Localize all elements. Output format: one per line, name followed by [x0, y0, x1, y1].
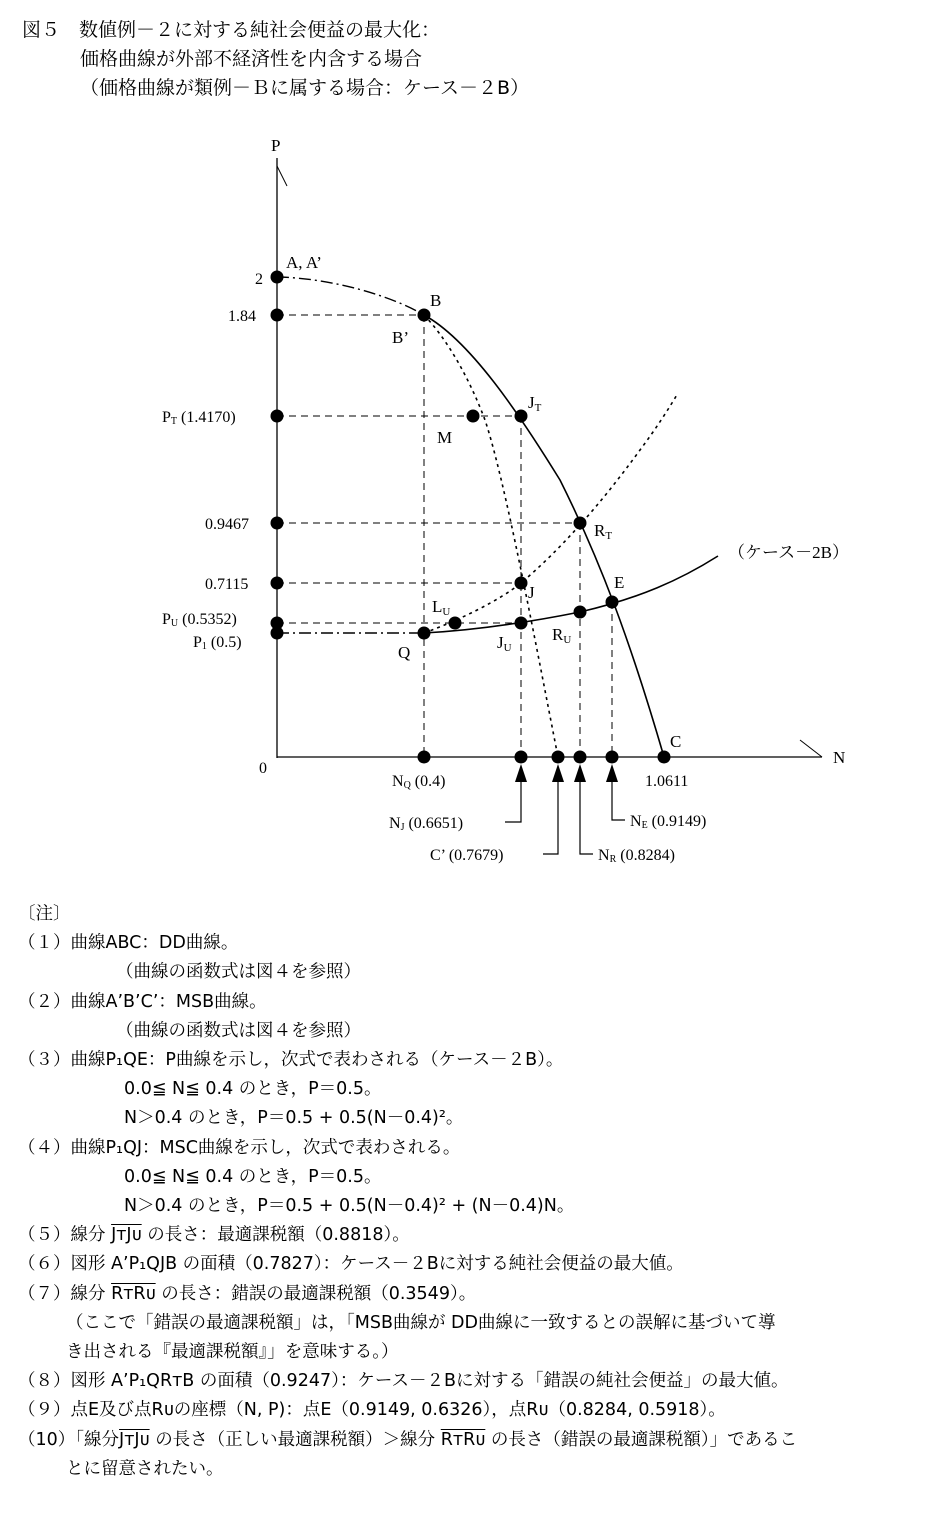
label-case-2b: （ケース－2B）	[728, 543, 849, 562]
note-4-formula-a: 0.0≦ N≦ 0.4 のとき，P＝0.5。	[124, 1166, 382, 1187]
y-label-184: 1.84	[228, 308, 256, 325]
note-1-sub: （曲線の函数式は図４を参照）	[116, 962, 361, 983]
title-line-2: 価格曲線が外部不経済性を内含する場合	[80, 48, 423, 70]
p-axis-label: P	[271, 136, 281, 155]
point-b	[418, 309, 431, 322]
label-e: E	[614, 573, 625, 592]
point-e	[606, 596, 619, 609]
title-line-1: 図５ 数値例－２に対する純社会便益の最大化：	[22, 19, 441, 41]
n-axis-label: N	[833, 748, 846, 767]
note-7-explain-1: （ここで「錯誤の最適課税額」は，「MSB曲線が DD曲線に一致するとの誤解に基づいて導	[66, 1312, 776, 1333]
note-3-formula-a: 0.0≦ N≦ 0.4 のとき，P＝0.5。	[124, 1079, 382, 1100]
x-label-c2: C’ (0.7679)	[430, 847, 504, 864]
point-x-nq	[418, 751, 431, 764]
label-lu: LU	[432, 597, 451, 618]
y-tick-labels	[162, 271, 263, 652]
point-m	[467, 410, 480, 423]
label-j: J	[528, 583, 535, 602]
note-4-formula-b: N＞0.4 のとき，P＝0.5 + 0.5(N－0.4)² + (N－0.4)N。	[124, 1196, 575, 1217]
point-c	[658, 751, 671, 764]
segment-rt-ru: RᴛRᴜ	[111, 1283, 156, 1304]
x-label-nr: NR (0.8284)	[598, 847, 675, 865]
point-jt	[515, 410, 528, 423]
arrowhead-nj	[515, 764, 527, 782]
x-label-10611: 1.0611	[645, 773, 689, 790]
point-a	[271, 271, 284, 284]
point-y-pt	[271, 410, 284, 423]
curves	[277, 277, 718, 757]
point-q	[418, 627, 431, 640]
point-y-9467	[271, 517, 284, 530]
curve-msb-lower	[424, 315, 558, 757]
point-lu	[449, 617, 462, 630]
note-2-sub: （曲線の函数式は図４を参照）	[116, 1020, 361, 1041]
point-ru	[574, 606, 587, 619]
origin-label: 0	[259, 760, 267, 777]
x-label-nq: NQ (0.4)	[392, 773, 446, 791]
label-jt: JT	[528, 393, 542, 414]
y-label-pt: PT (1.4170)	[162, 409, 236, 427]
label-b-prime: B’	[392, 328, 409, 347]
label-m: M	[437, 428, 453, 447]
label-rt: RT	[594, 521, 613, 542]
point-y-p1	[271, 627, 284, 640]
label-b: B	[430, 291, 442, 310]
point-x-ne	[606, 751, 619, 764]
label-ju: JU	[497, 633, 512, 654]
curve-msb-upper	[277, 277, 424, 315]
points	[271, 271, 671, 764]
note-4: （４）曲線P₁QJ：MSC曲線を示し，次式で表わされる。	[18, 1137, 461, 1158]
label-ru: RU	[552, 625, 572, 646]
x-tick-labels	[389, 773, 706, 865]
note-5: （５）線分 JᴛJᴜ の長さ：最適課税額（0.8818）。	[18, 1225, 410, 1246]
point-y-184	[271, 309, 284, 322]
note-2: （２）曲線A’B’C’：MSB曲線。	[18, 991, 267, 1012]
notes-header: 〔注〕	[18, 904, 71, 924]
label-a: A, A’	[286, 253, 322, 272]
y-label-pu: PU (0.5352)	[162, 611, 237, 629]
segment-rt-ru-2: RᴛRᴜ	[440, 1429, 486, 1450]
arrowhead-c2	[552, 764, 564, 782]
point-j	[515, 577, 528, 590]
note-3: （３）曲線P₁QE：P曲線を示し，次式で表わされる（ケース－２B）。	[18, 1050, 564, 1071]
point-ju	[515, 617, 528, 630]
point-x-c2	[552, 751, 565, 764]
point-labels	[286, 253, 849, 751]
x-label-ne: NE (0.9149)	[630, 813, 707, 831]
notes	[18, 900, 928, 1484]
x-label-nj: NJ (0.6651)	[389, 815, 464, 833]
y-label-2: 2	[255, 271, 263, 288]
n-axis-tick	[800, 740, 822, 757]
curve-price	[424, 556, 718, 633]
segment-jt-ju: JᴛJᴜ	[111, 1225, 142, 1246]
note-3-formula-b: N＞0.4 のとき，P＝0.5 + 0.5(N－0.4)²。	[124, 1108, 464, 1129]
y-label-p1: P1 (0.5)	[193, 634, 242, 652]
curve-dd	[424, 315, 664, 757]
curve-msc	[424, 393, 678, 633]
note-10-cont: とに留意されたい。	[66, 1458, 224, 1479]
label-c: C	[670, 732, 682, 751]
note-6: （６）図形 A’P₁QJB の面積（0.7827）：ケース－２Bに対する純社会便益の最大値。	[18, 1254, 684, 1275]
segment-jt-ju-2: JᴛJᴜ	[119, 1429, 150, 1450]
arrowhead-ne	[606, 764, 618, 782]
point-rt	[574, 517, 587, 530]
callout-arrowheads	[515, 764, 618, 782]
note-7: （７）線分 RᴛRᴜ の長さ：錯誤の最適課税額（0.3549）。	[18, 1283, 477, 1304]
y-label-9467: 0.9467	[205, 516, 249, 533]
note-9: （９）点E及び点Rᴜの座標（N, P)：点E（0.9149, 0.6326），点Rᴜ（0.8284, 0.5918）。	[18, 1400, 726, 1421]
note-1: （１）曲線ABC：DD曲線。	[18, 933, 239, 954]
title-line-3: （価格曲線が類例－Ｂに属する場合：ケース－２B）	[80, 77, 530, 99]
y-label-7115: 0.7115	[205, 576, 249, 593]
note-10: （10）「線分JᴛJᴜ の長さ（正しい最適課税額）＞線分 RᴛRᴜ の長さ（錯誤の最適課税額）」であるこ	[18, 1429, 798, 1450]
p-axis-tick	[277, 166, 287, 186]
note-7-explain-2: き出される『最適課税額』」を意味する。）	[66, 1342, 399, 1363]
axes	[259, 136, 845, 777]
point-y-7115	[271, 577, 284, 590]
note-8: （８）図形 A’P₁QRᴛB の面積（0.9247）：ケース－２Bに対する「錯誤の純社会便益」の最大値。	[18, 1371, 789, 1392]
guide-lines	[277, 315, 612, 757]
point-x-nr	[574, 751, 587, 764]
label-q: Q	[398, 643, 411, 662]
arrowhead-nr	[574, 764, 586, 782]
point-x-nj	[515, 751, 528, 764]
